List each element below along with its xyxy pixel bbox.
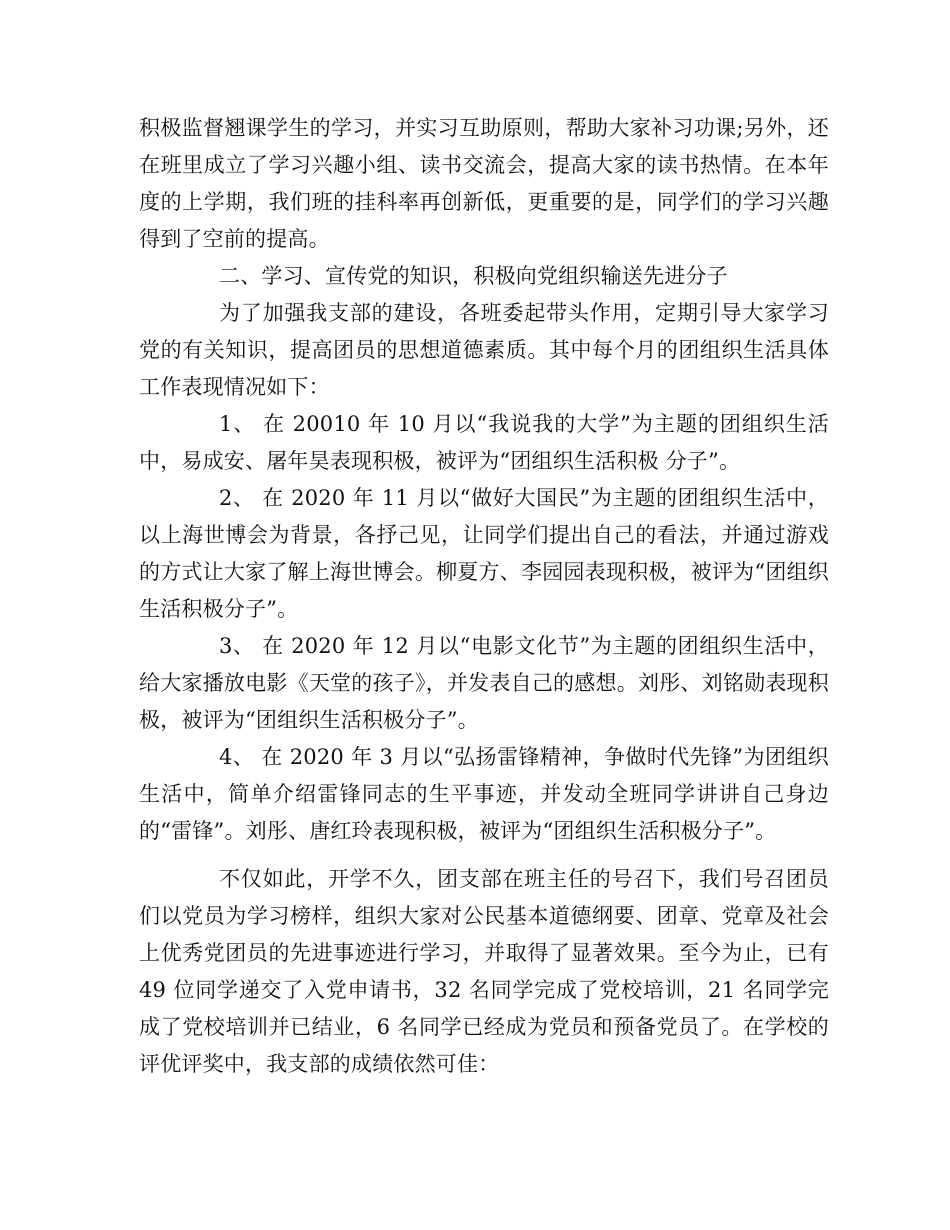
list-item-4: 4、 在 2020 年 3 月以“弘扬雷锋精神，争做时代先锋”为团组织生活中，简单介绍雷锋同志的生平事迹，并发动全班同学讲讲自己身边的“雷锋”。刘彤、唐红玲表现积极，被评为“团组织生活积极分子”。: [139, 745, 829, 843]
document-body: [139, 110, 829, 1083]
list-item-1: 1、 在 20010 年 10 月以“我说我的大学”为主题的团组织生活中，易成安、屠年昊表现积极，被评为“团组织生活积极 分子”。: [139, 412, 829, 473]
list-item-3: 3、 在 2020 年 12 月以“电影文化节”为主题的团组织生活中，给大家播放电影《天堂的孩子》，并发表自己的感想。刘彤、刘铭勋表现积极，被评为“团组织生活积极分子”。: [139, 634, 829, 732]
paragraph-study-support: 积极监督翘课学生的学习，并实习互助原则，帮助大家补习功课;另外，还在班里成立了学习兴趣小组、读书交流会，提高大家的读书热情。在本年度的上学期，我们班的挂科率再创新低，更重要的是，同学们的学习兴趣得到了空前的提高。: [139, 116, 829, 251]
section-heading-party-knowledge: 二、学习、宣传党的知识，积极向党组织输送先进分子: [219, 264, 728, 288]
paragraph-branch-building: 为了加强我支部的建设，各班委起带头作用，定期引导大家学习党的有关知识，提高团员的思想道德素质。其中每个月的团组织生活具体工作表现情况如下：: [139, 301, 829, 399]
list-item-2: 2、 在 2020 年 11 月以“做好大国民”为主题的团组织生活中，以上海世博会为背景，各抒己见，让同学们提出自己的看法，并通过游戏的方式让大家了解上海世博会。柳夏方、李园园表现积极，被评为“团组织生活积极分子”。: [139, 486, 829, 621]
paragraph-results: 不仅如此，开学不久，团支部在班主任的号召下，我们号召团员们以党员为学习榜样，组织大家对公民基本道德纲要、团章、党章及社会上优秀党团员的先进事迹进行学习，并取得了显著效果。至今为止，已有 49 位同学递交了入党申请书，32 名同学完成了党校培训，21 名同学完成了党校培训并已结业，6 名同学已经成为党员和预备党员了。在学校的评优评奖中，我支部的成绩依然可佳：: [139, 867, 829, 1076]
